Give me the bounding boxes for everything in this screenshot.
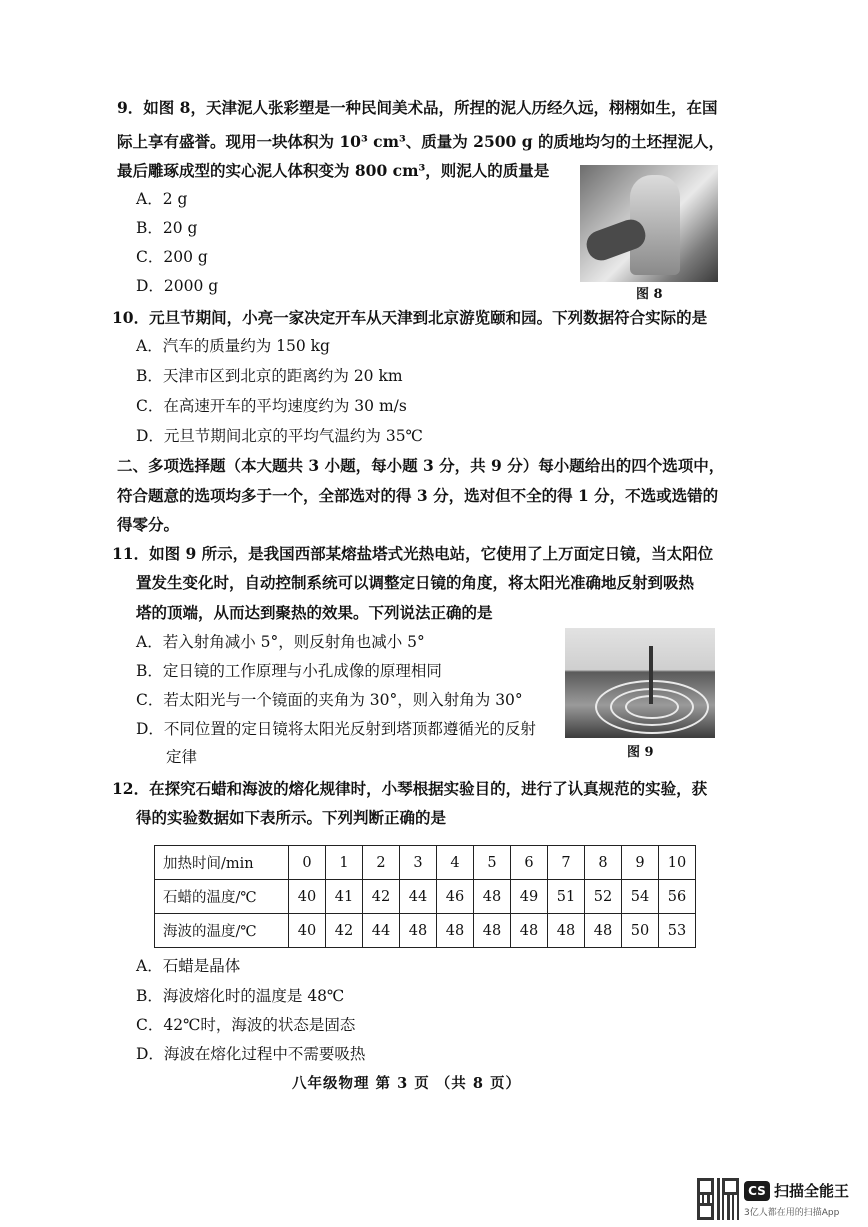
table-cell: 51 (548, 880, 585, 914)
q12-option-d: D．海波在熔化过程中不需要吸热 (136, 1045, 366, 1063)
table-row-label: 石蜡的温度/℃ (155, 880, 289, 914)
page-footer: 八年级物理 第 3 页 （共 8 页） (292, 1075, 521, 1092)
camscanner-name: 扫描全能王 (774, 1182, 850, 1200)
section2-line1: 二、多项选择题（本大题共 3 小题，每小题 3 分，共 9 分）每小题给出的四个选项中， (117, 456, 725, 475)
qr-finder-mark (697, 1203, 714, 1220)
table-cell: 42 (363, 880, 400, 914)
figure-8-clay-figurine-photo (580, 165, 718, 282)
table-cell: 48 (437, 914, 474, 948)
table-cell: 49 (511, 880, 548, 914)
figure-8-caption: 图 8 (636, 287, 663, 302)
table-cell: 46 (437, 880, 474, 914)
table-cell: 9 (622, 846, 659, 880)
q11-option-a: A．若入射角减小 5°，则反射角也减小 5° (136, 633, 425, 651)
table-row (155, 846, 696, 880)
camscanner-tagline: 3亿人都在用的扫描App (744, 1208, 840, 1218)
q12-option-b: B．海波熔化时的温度是 48℃ (136, 987, 345, 1005)
q11-option-b: B．定日镜的工作原理与小孔成像的原理相同 (136, 662, 442, 680)
section2-line3: 得零分。 (117, 515, 180, 534)
q11-option-d-continued: 定律 (166, 748, 198, 766)
table-cell: 8 (585, 846, 622, 880)
q11-line1: 11．如图 9 所示，是我国西部某熔盐塔式光热电站，它使用了上万面定日镜，当太阳位 (112, 544, 714, 563)
tower-shape (649, 646, 653, 704)
table-cell: 56 (659, 880, 696, 914)
table-cell: 48 (474, 914, 511, 948)
table-cell: 42 (326, 914, 363, 948)
table-cell: 44 (363, 914, 400, 948)
q10-line1: 10．元旦节期间，小亮一家决定开车从天津到北京游览颐和园。下列数据符合实际的是 (112, 308, 708, 327)
table-cell: 48 (474, 880, 511, 914)
q12-option-a: A．石蜡是晶体 (136, 957, 241, 975)
melting-data-table (154, 845, 696, 948)
table-cell: 0 (289, 846, 326, 880)
table-cell: 48 (511, 914, 548, 948)
qr-finder-mark (697, 1178, 714, 1195)
q12-line2: 得的实验数据如下表所示。下列判断正确的是 (136, 808, 447, 827)
q12-line1: 12．在探究石蜡和海波的熔化规律时，小琴根据实验目的，进行了认真规范的实验，获 (112, 779, 708, 798)
table-row (155, 880, 696, 914)
table-cell: 53 (659, 914, 696, 948)
q11-line3: 塔的顶端，从而达到聚热的效果。下列说法正确的是 (136, 603, 493, 622)
table-cell: 41 (326, 880, 363, 914)
q11-option-c: C．若太阳光与一个镜面的夹角为 30°，则入射角为 30° (136, 691, 523, 709)
q9-option-a: A．2 g (136, 190, 188, 208)
table-cell: 7 (548, 846, 585, 880)
table-cell: 2 (363, 846, 400, 880)
figure-9-solar-plant-photo (565, 628, 715, 738)
section2-line2: 符合题意的选项均多于一个，全部选对的得 3 分，选对但不全的得 1 分，不选或选错的 (117, 486, 719, 505)
table-header-cell: 加热时间/min (155, 846, 289, 880)
table-row-label: 海波的温度/℃ (155, 914, 289, 948)
table-row (155, 914, 696, 948)
table-cell: 52 (585, 880, 622, 914)
q9-line3: 最后雕琢成型的实心泥人体积变为 800 cm³，则泥人的质量是 (117, 161, 550, 180)
table-cell: 40 (289, 914, 326, 948)
table-cell: 54 (622, 880, 659, 914)
q10-option-b: B．天津市区到北京的距离约为 20 km (136, 367, 403, 385)
table-cell: 3 (400, 846, 437, 880)
q9-option-d: D．2000 g (136, 277, 219, 295)
q9-line2: 际上享有盛誉。现用一块体积为 10³ cm³、质量为 2500 g 的质地均匀的土坯捏泥人， (117, 132, 724, 151)
q10-option-c: C．在高速开车的平均速度约为 30 m/s (136, 397, 407, 415)
q10-option-d: D．元旦节期间北京的平均气温约为 35℃ (136, 427, 423, 445)
q10-option-a: A．汽车的质量约为 150 kg (136, 337, 330, 355)
qr-code-icon (697, 1178, 739, 1220)
table-cell: 48 (400, 914, 437, 948)
q9-line1: 9．如图 8，天津泥人张彩塑是一种民间美术品，所捏的泥人历经久远，栩栩如生，在国 (117, 98, 718, 117)
table-cell: 44 (400, 880, 437, 914)
q9-option-b: B．20 g (136, 219, 198, 237)
figure-9-caption: 图 9 (627, 745, 654, 760)
camscanner-logo: CS (744, 1181, 770, 1201)
table-cell: 10 (659, 846, 696, 880)
table-cell: 48 (548, 914, 585, 948)
qr-finder-mark (722, 1178, 739, 1195)
table-cell: 6 (511, 846, 548, 880)
q11-option-d: D．不同位置的定日镜将太阳光反射到塔顶都遵循光的反射 (136, 720, 536, 738)
q9-option-c: C．200 g (136, 248, 208, 266)
table-cell: 50 (622, 914, 659, 948)
q12-option-c: C．42℃时，海波的状态是固态 (136, 1016, 356, 1034)
table-cell: 4 (437, 846, 474, 880)
table-cell: 40 (289, 880, 326, 914)
table-cell: 48 (585, 914, 622, 948)
table-cell: 5 (474, 846, 511, 880)
q11-line2: 置发生变化时，自动控制系统可以调整定日镜的角度，将太阳光准确地反射到吸热 (136, 573, 695, 592)
table-cell: 1 (326, 846, 363, 880)
